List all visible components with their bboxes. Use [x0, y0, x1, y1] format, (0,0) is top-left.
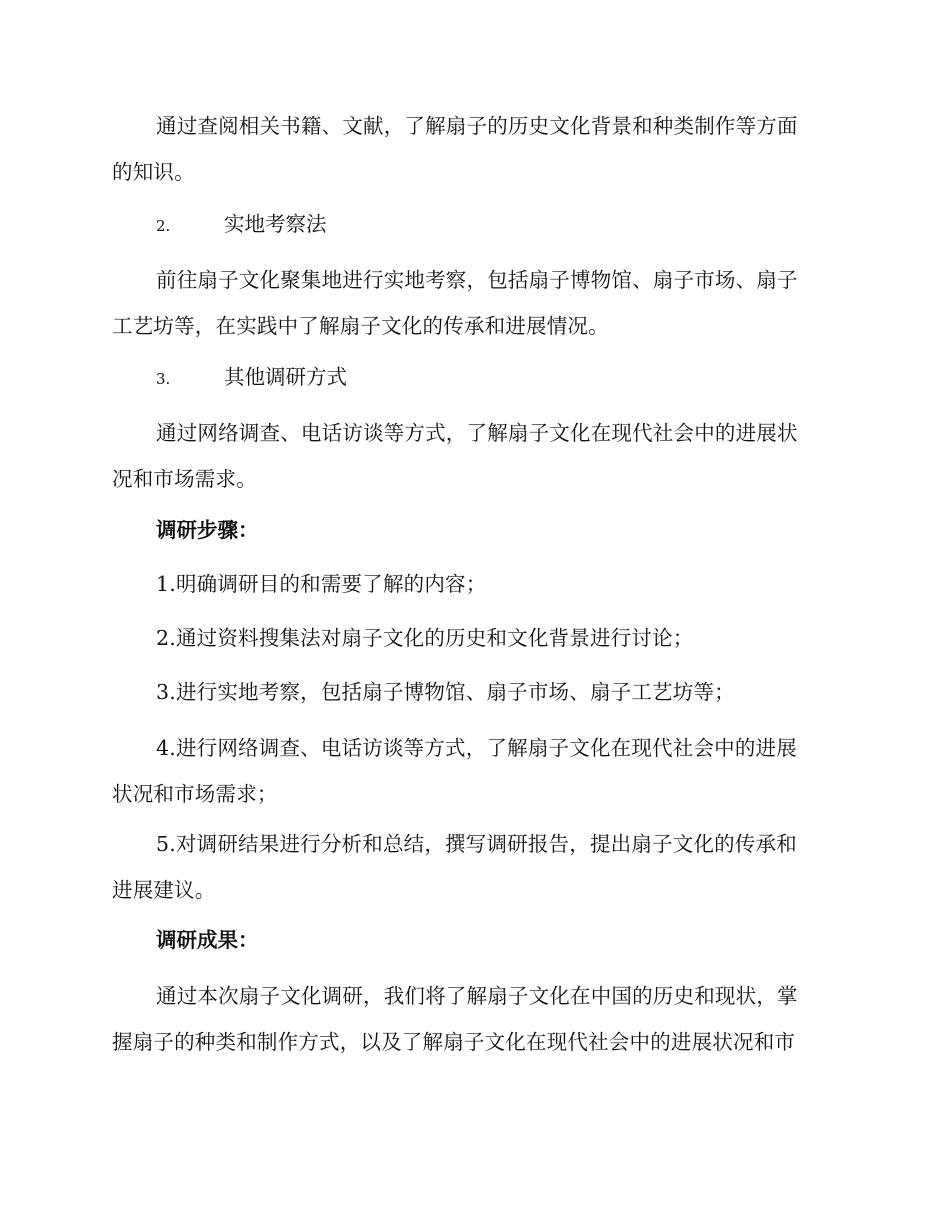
paragraph-field-survey [112, 257, 828, 349]
list-number: 3. [156, 370, 171, 388]
section-heading-results: 调研成果： [156, 928, 259, 952]
text-line: 工艺坊等，在实践中了解扇子文化的传承和进展情况。 [112, 314, 609, 338]
step-3 [112, 669, 828, 715]
subheading-text: 其他调研方式 [224, 365, 347, 389]
text-line: 2.通过资料搜集法对扇子文化的历史和文化背景进行讨论； [156, 626, 694, 650]
text-line: 1.明确调研目的和需要了解的内容； [156, 572, 487, 596]
text-line: 进展建议。 [112, 878, 216, 902]
text-line: 3.进行实地考察，包括扇子博物馆、扇子市场、扇子工艺坊等； [156, 680, 735, 704]
text-line: 状况和市场需求； [112, 782, 278, 806]
paragraph-other-methods [112, 410, 828, 502]
section-heading-steps: 调研步骤： [156, 518, 259, 542]
step-4 [112, 725, 828, 817]
paragraph-literature-method [112, 103, 828, 195]
text-line: 5.对调研结果进行分析和总结，撰写调研报告，提出扇子文化的传承和 [156, 832, 797, 856]
step-2 [112, 615, 828, 661]
subheading-other-methods [156, 354, 347, 402]
subheading-text: 实地考察法 [224, 212, 327, 236]
text-line: 况和市场需求。 [112, 467, 257, 491]
step-5 [112, 821, 828, 913]
text-line: 4.进行网络调查、电话访谈等方式，了解扇子文化在现代社会中的进展 [156, 736, 797, 760]
paragraph-results [112, 973, 828, 1065]
list-number: 2. [156, 217, 171, 235]
text-line: 握扇子的种类和制作方式，以及了解扇子文化在现代社会中的进展状况和市 [112, 1030, 796, 1054]
text-line: 的知识。 [112, 160, 195, 184]
text-line: 通过本次扇子文化调研，我们将了解扇子文化在中国的历史和现状，掌 [156, 984, 798, 1008]
step-1 [112, 561, 828, 607]
text-line: 通过查阅相关书籍、文献，了解扇子的历史文化背景和种类制作等方面 [156, 114, 798, 138]
text-line: 前往扇子文化聚集地进行实地考察，包括扇子博物馆、扇子市场、扇子 [156, 268, 798, 292]
text-line: 通过网络调查、电话访谈等方式，了解扇子文化在现代社会中的进展状 [156, 421, 798, 445]
subheading-field-survey [156, 201, 327, 249]
